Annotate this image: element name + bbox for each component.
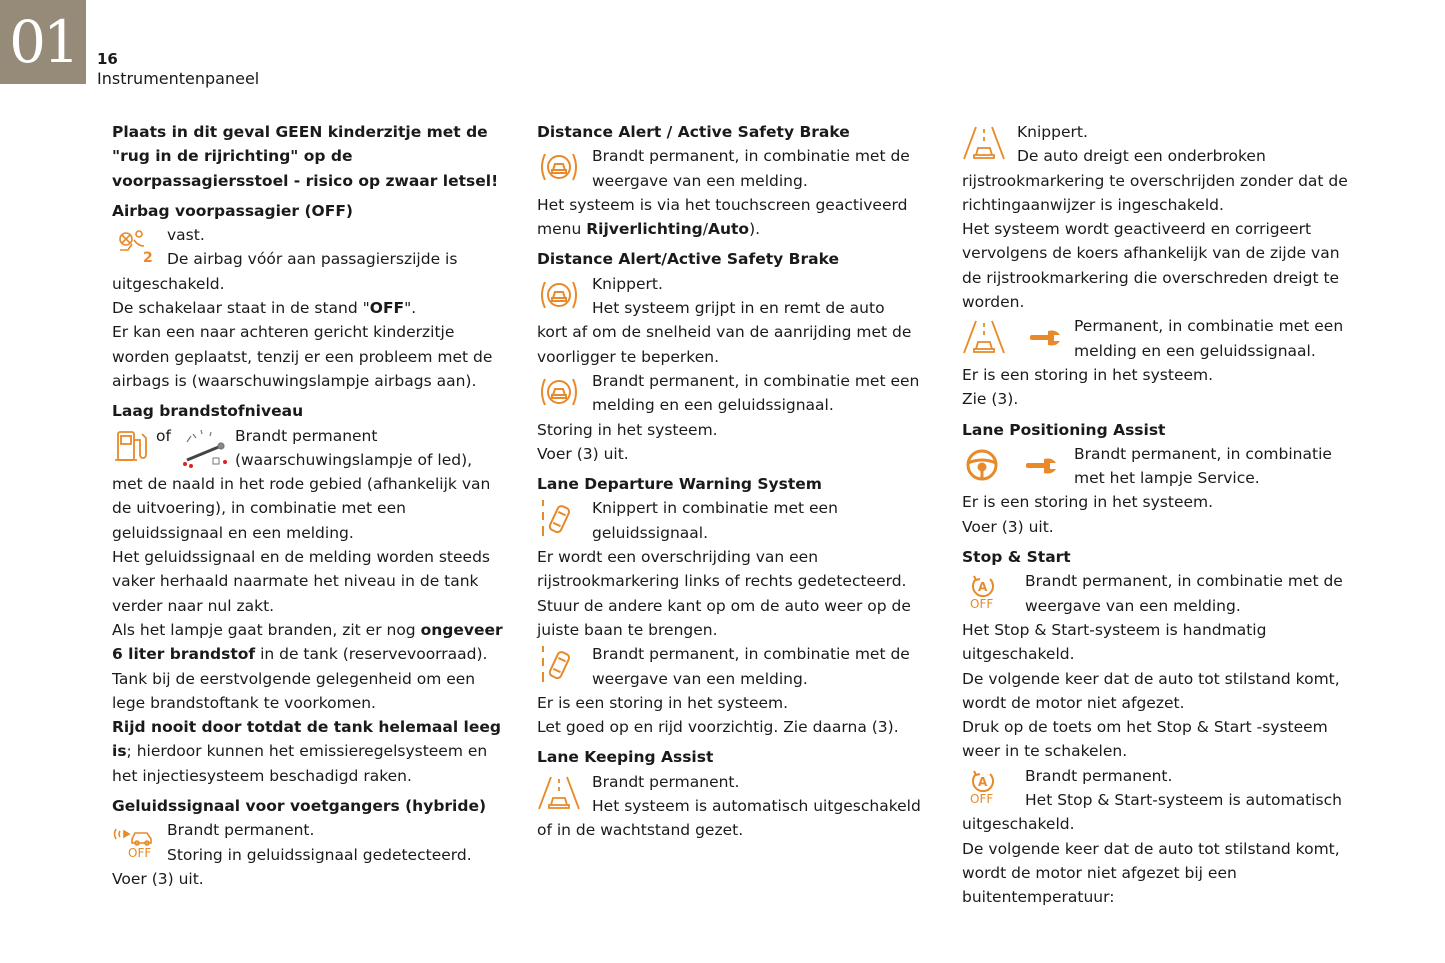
stop-start-off-icon (970, 769, 996, 793)
intro-warning: Plaats in dit geval GEEN kinderzitje met de "rug in de rijrichting" op de voorpassagiersstoel - risico op zwaar letsel! (112, 123, 499, 190)
stop-start-1-line-1: Brandt permanent, in combinatie met de (1025, 572, 1343, 591)
stop-start-1-line-2: weergave van een melding. (1025, 596, 1241, 615)
chapter-number: 01 (9, 8, 77, 76)
fuel-cont: met de naald in het rode gebied (afhankelijk van de uitvoering), in combinatie met een geluidssignaal en een melding. (112, 475, 491, 542)
distance-alert-1-text: Het systeem is via het touchscreen geactiveerd menu Rijverlichting/Auto). (537, 195, 908, 239)
lka-3-line-2: melding en een geluidssignaal. (1074, 341, 1316, 360)
stop-start-text-4: De volgende keer dat de auto tot stilstand komt, wordt de motor niet afgezet bij een buitentemperatuur: (962, 839, 1340, 907)
stop-start-text-2: De volgende keer dat de auto tot stilstand komt, wordt de motor niet afgezet. (962, 669, 1340, 712)
stop-start-off-label: OFF (970, 597, 994, 612)
pedestrian-sound-off-icon (112, 823, 158, 847)
distance-alert-3-line-2: melding en een geluidssignaal. (592, 396, 834, 415)
ldws-text-4: Let goed op en rijd voorzichtig. Zie daarna (3). (537, 718, 899, 737)
lka-cont: of in de wachtstand gezet. (537, 821, 744, 840)
lka-entry (537, 770, 937, 819)
distance-alert-2-line-1: Knippert. (592, 274, 663, 293)
fuel-gauge-icon (181, 424, 231, 470)
distance-alert-heading-2: Distance Alert/Active Safety Brake (537, 250, 839, 269)
active-safety-brake-icon (537, 150, 581, 184)
lpa-line-1: Brandt permanent, in combinatie (1074, 444, 1332, 463)
svg-text:A: A (978, 580, 988, 595)
fuel-text-1: Het geluidssignaal en de melding worden steeds vaker herhaald naarmate het niveau in de tank verder naar nul zakt. (112, 548, 490, 615)
pedestrian-off-label: OFF (128, 846, 152, 861)
lka-3-line-1: Permanent, in combinatie met een (1074, 317, 1344, 336)
lpa-text-1: Er is een storing in het systeem. (962, 493, 1214, 512)
airbag-cont: uitgeschakeld. (112, 274, 225, 293)
distance-alert-2-cont: kort af om de snelheid van de aanrijding met de voorligger te beperken. (537, 323, 912, 366)
chapter-tab (0, 0, 86, 84)
distance-alert-1-line-2: weergave van een melding. (592, 171, 808, 190)
lka-heading: Lane Keeping Assist (537, 748, 714, 767)
column-2 (537, 120, 937, 843)
airbag-heading: Airbag voorpassagier (OFF) (112, 201, 353, 220)
lane-keeping-icon (962, 125, 1006, 161)
lpa-text-2: Voer (3) uit. (962, 517, 1054, 536)
ldws-2-line-1: Brandt permanent, in combinatie met de (592, 645, 910, 664)
lka-2-line-2: De auto dreigt een onderbroken (1017, 147, 1266, 166)
airbag-line-2: De airbag vóór aan passagierszijde is (167, 250, 458, 269)
fuel-line-1: Brandt permanent (234, 426, 378, 445)
service-wrench-icon (1026, 327, 1062, 347)
stop-start-heading: Stop & Start (962, 548, 1071, 567)
distance-alert-2-line-2: Het systeem grijpt in en remt de auto (592, 299, 885, 318)
page-number: 16 (97, 50, 118, 68)
pedestrian-line-1: Brandt permanent. (167, 821, 315, 840)
pedestrian-line-2: Storing in geluidssignaal gedetecteerd. (167, 845, 472, 864)
ldws-heading: Lane Departure Warning System (537, 475, 822, 494)
or-text: of (156, 426, 171, 445)
stop-start-2-line-1: Brandt permanent. (1025, 766, 1173, 785)
lka-3-text-1: Er is een storing in het systeem. (962, 365, 1214, 384)
fuel-pump-icon (112, 424, 152, 470)
stop-start-text-1: Het Stop & Start-systeem is handmatig uitgeschakeld. (962, 620, 1267, 664)
steering-wheel-icon (962, 448, 1002, 482)
fuel-text-4: Rijd nooit door totdat de tank helemaal leeg is; hierdoor kunnen het emissieregelsysteem en het injectiesysteem beschadigd raken. (112, 718, 501, 785)
ldws-2-line-2: weergave van een melding. (592, 669, 808, 688)
lka-2-line-1: Knippert. (1017, 123, 1088, 141)
distance-alert-2-text-2: Voer (3) uit. (537, 444, 629, 463)
stop-start-2-cont: uitgeschakeld. (962, 815, 1075, 834)
distance-alert-3-line-1: Brandt permanent, in combinatie met een (592, 371, 920, 390)
distance-alert-heading-1: Distance Alert / Active Safety Brake (537, 123, 850, 141)
lpa-heading: Lane Positioning Assist (962, 420, 1166, 439)
airbag-entry (112, 223, 512, 272)
lane-keeping-icon (962, 319, 1006, 355)
stop-start-text-3: Druk op de toets om het Stop & Start -systeem weer in te schakelen. (962, 718, 1328, 761)
stop-start-2-line-2: Het Stop & Start-systeem is automatisch (1025, 791, 1342, 810)
column-1 (112, 120, 512, 891)
fuel-entry (112, 424, 512, 473)
stop-start-entry-2 (962, 764, 1362, 813)
fuel-line-2: (waarschuwingslampje of led), (234, 450, 473, 469)
active-safety-brake-icon (537, 375, 581, 409)
lka-3-text-2: Zie (3). (962, 390, 1019, 409)
stop-start-off-label: OFF (970, 791, 994, 806)
lane-keeping-icon (537, 775, 581, 811)
stop-start-entry-1 (962, 569, 1362, 618)
distance-alert-entry-2 (537, 272, 937, 321)
airbag-off-icon (112, 226, 156, 266)
ldws-1-line-2: geluidssignaal. (592, 523, 709, 542)
lka-entry-3 (962, 314, 1362, 363)
fuel-text-2: Als het lampje gaat branden, zit er nog ongeveer 6 liter brandstof in de tank (reservevoorraad). (112, 620, 503, 664)
distance-alert-entry-1 (537, 144, 937, 193)
distance-alert-2-text-1: Storing in het systeem. (537, 420, 718, 439)
ldws-entry-1 (537, 496, 937, 545)
airbag-switch-text: De schakelaar staat in de stand "OFF". (112, 299, 417, 318)
lka-2-cont: rijstrookmarkering te overschrijden zonder dat de richtingaanwijzer is ingeschakeld. (962, 171, 1348, 214)
airbag-line-1: vast. (167, 226, 205, 245)
stop-start-off-icon (970, 574, 996, 598)
fuel-text-3: Tank bij de eerstvolgende gelegenheid om een lege brandstoftank te voorkomen. (112, 669, 476, 712)
ldws-text-2: Stuur de andere kant op om de auto weer op de juiste baan te brengen. (537, 596, 911, 639)
service-wrench-icon (1022, 455, 1058, 475)
lpa-entry (962, 442, 1362, 491)
section-title: Instrumentenpaneel (97, 69, 260, 88)
lka-line-2: Het systeem is automatisch uitgeschakeld (592, 797, 921, 816)
pedestrian-text-1: Voer (3) uit. (112, 869, 204, 888)
ldws-1-line-1: Knippert in combinatie met een (592, 499, 838, 518)
distance-alert-entry-3 (537, 369, 937, 418)
lka-entry-2 (962, 120, 1362, 169)
distance-alert-1-line-1: Brandt permanent, in combinatie met de (592, 147, 910, 166)
svg-text:2: 2 (143, 250, 153, 267)
ldws-entry-2 (537, 642, 937, 691)
svg-text:A: A (978, 774, 988, 789)
ldws-text-1: Er wordt een overschrijding van een rijstrookmarkering links of rechts gedetecteerd. (537, 548, 907, 591)
lane-departure-icon (537, 498, 573, 540)
ldws-text-3: Er is een storing in het systeem. (537, 693, 789, 712)
lka-2-text-1: Het systeem wordt geactiveerd en corrigeert vervolgens de koers afhankelijk van de zijde van de rijstrookmarkering die overschreden dreigt te worden. (962, 220, 1340, 312)
fuel-heading: Laag brandstofniveau (112, 402, 304, 421)
active-safety-brake-icon (537, 278, 581, 312)
lka-line-1: Brandt permanent. (592, 772, 740, 791)
column-3 (962, 120, 1362, 910)
lpa-line-2: met het lampje Service. (1074, 469, 1260, 488)
lane-departure-icon (537, 644, 573, 686)
pedestrian-heading: Geluidssignaal voor voetgangers (hybride) (112, 797, 487, 816)
pedestrian-entry (112, 818, 512, 867)
airbag-child-seat-text: Er kan een naar achteren gericht kinderzitje worden geplaatst, tenzij er een probleem met de airbags is (waarschuwingslampje airbags aan). (112, 323, 493, 390)
